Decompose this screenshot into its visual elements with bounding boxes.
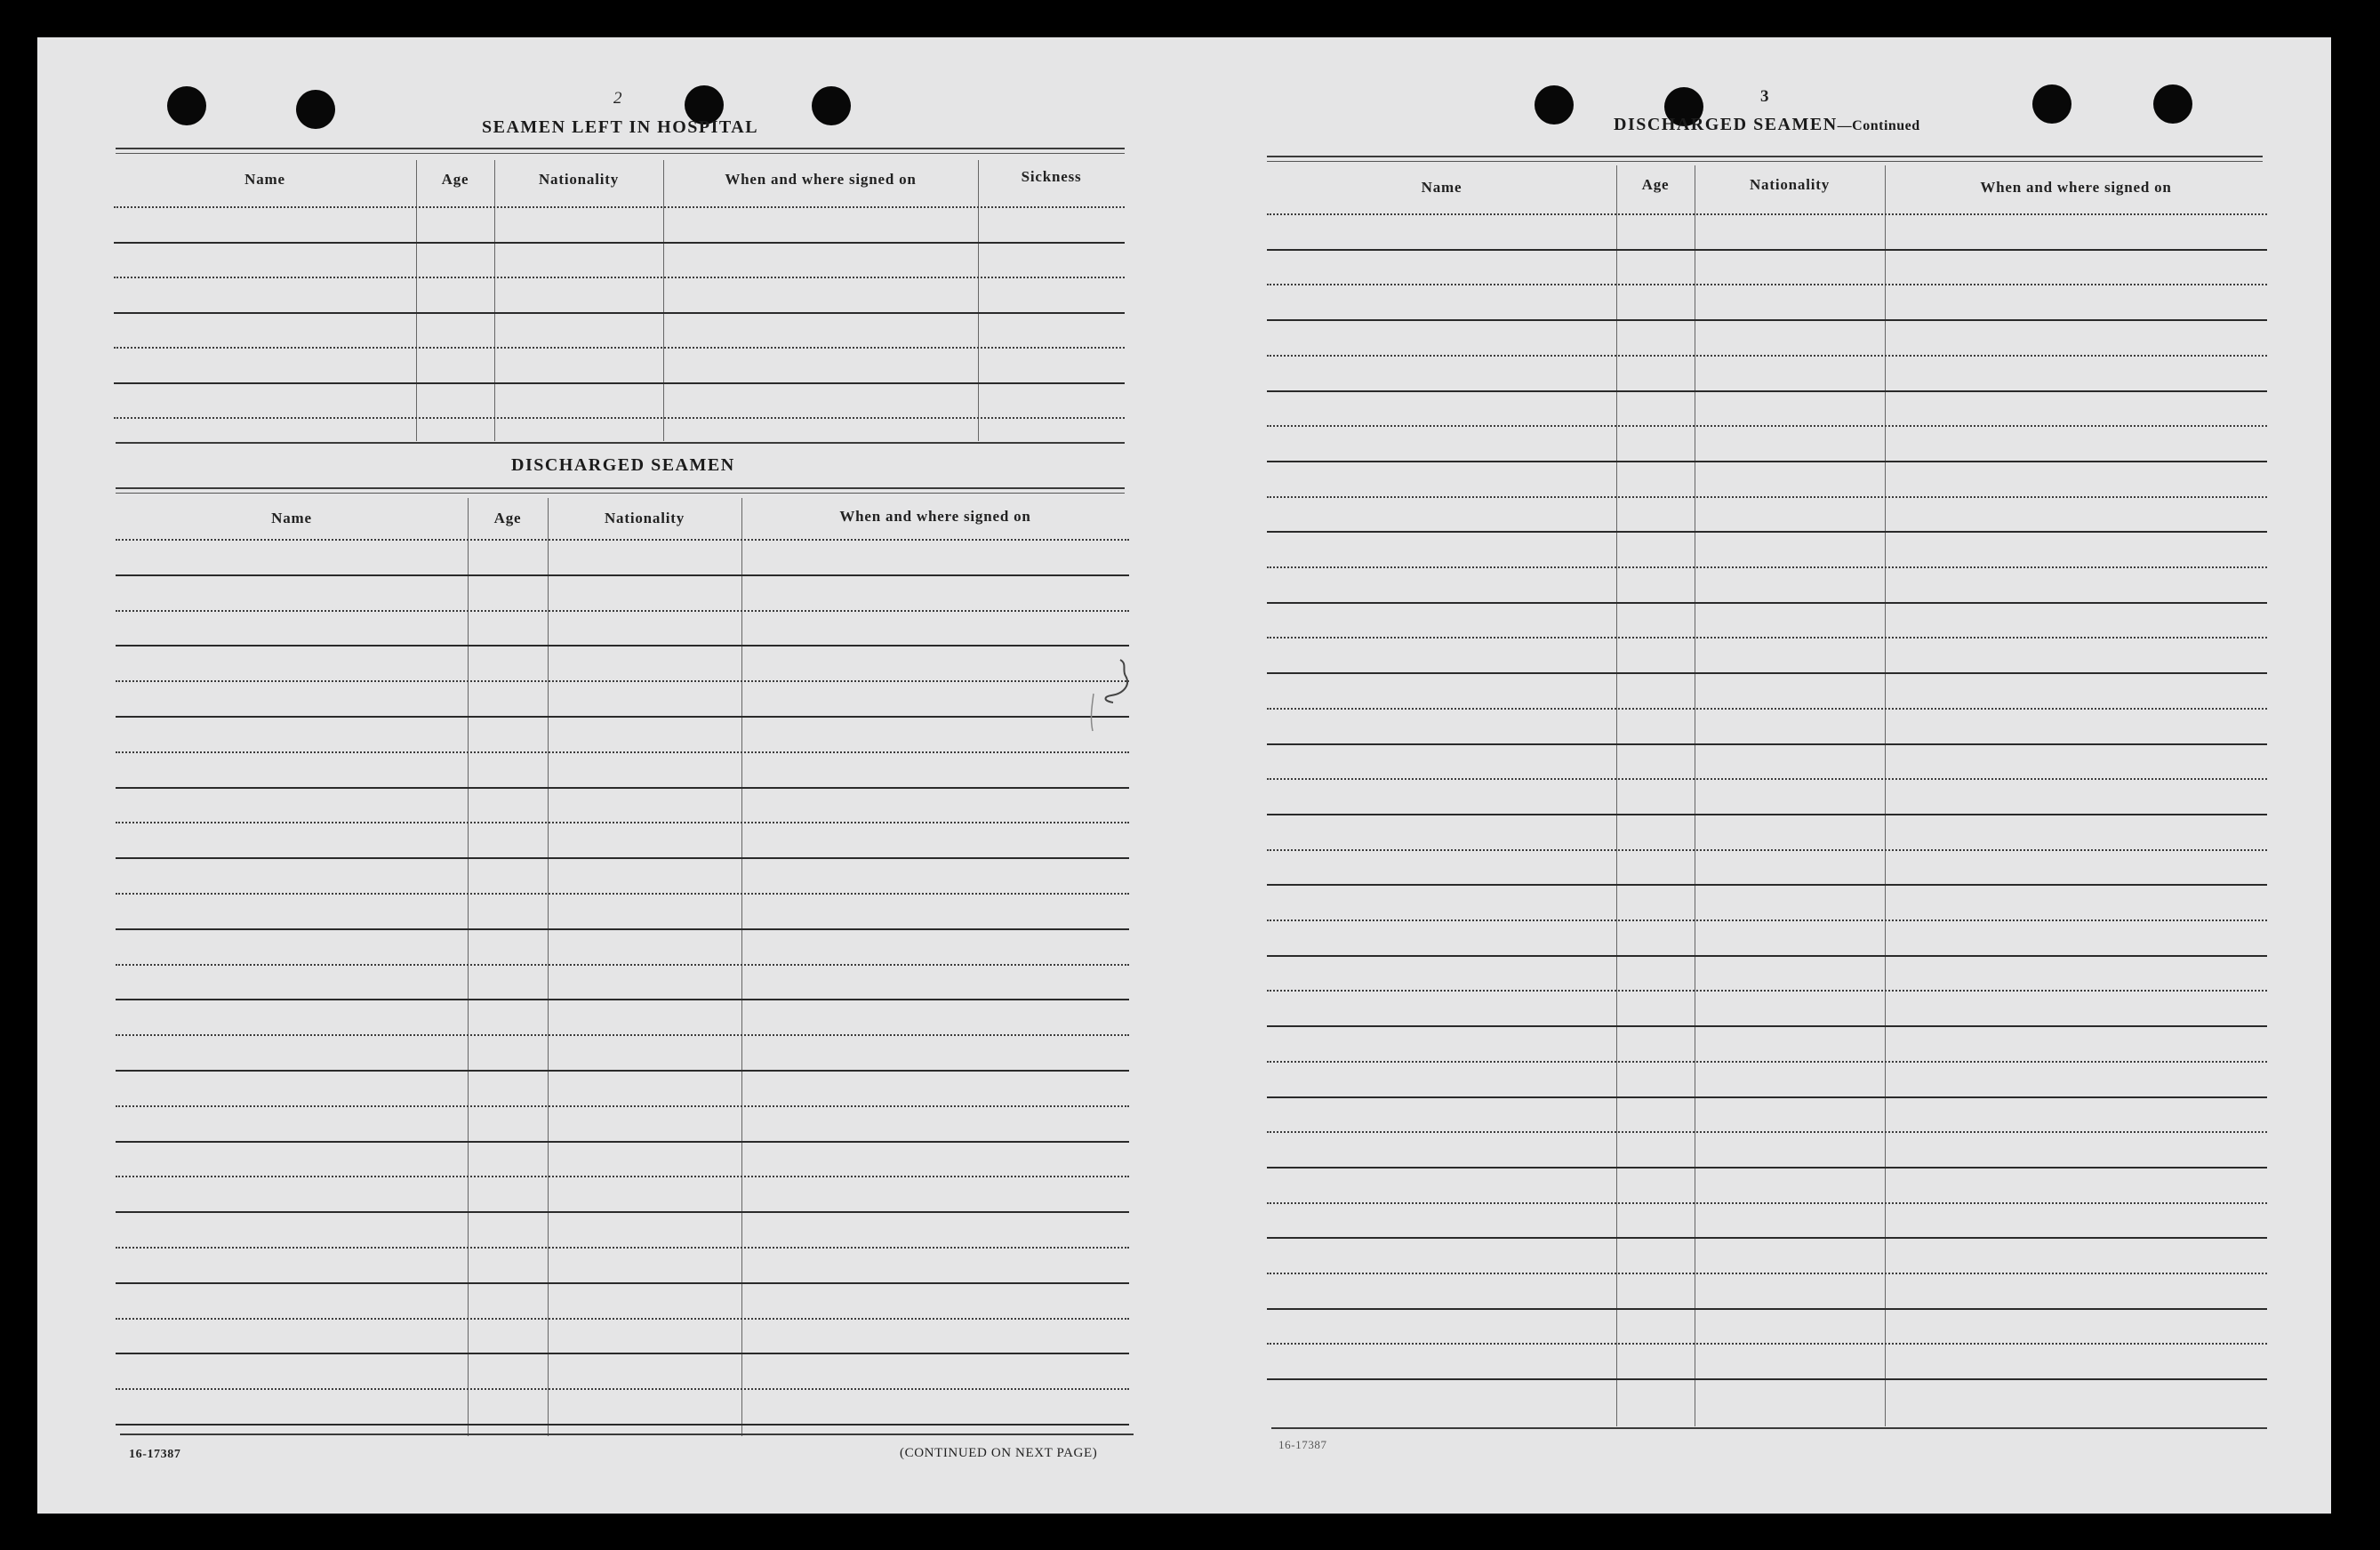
blank-entry-line (1267, 849, 2267, 851)
pencil-mark (1085, 658, 1138, 747)
blank-entry-line (1267, 319, 2267, 321)
title-rule (116, 493, 1125, 494)
blank-entry-line (116, 539, 1129, 541)
blank-entry-line (1267, 990, 2267, 992)
blank-entry-line (1267, 602, 2267, 604)
blank-entry-line (1267, 955, 2267, 957)
column-divider (663, 160, 664, 441)
blank-entry-line (1267, 708, 2267, 710)
continued-note: (CONTINUED ON NEXT PAGE) (900, 1446, 1098, 1460)
blank-entry-line (116, 1211, 1129, 1213)
punch-hole (2032, 84, 2071, 124)
blank-entry-line (1267, 1343, 2267, 1345)
column-header-signed-on: When and where signed on (1980, 179, 2172, 196)
title-rule (1267, 161, 2263, 162)
blank-entry-line (116, 645, 1129, 647)
blank-entry-line (116, 1388, 1129, 1390)
blank-entry-line (116, 1247, 1129, 1249)
blank-entry-line (1267, 743, 2267, 745)
column-header-age: Age (441, 171, 469, 188)
blank-entry-line (116, 1353, 1129, 1354)
blank-entry-line (116, 999, 1129, 1000)
blank-entry-line (1267, 1096, 2267, 1098)
column-header-nationality: Nationality (538, 171, 620, 188)
hospital-section-title: SEAMEN LEFT IN HOSPITAL (482, 117, 759, 137)
column-header-age: Age (1641, 176, 1670, 193)
blank-entry-line (116, 1176, 1129, 1177)
blank-entry-line (116, 1318, 1129, 1320)
blank-entry-line (1267, 213, 2267, 215)
blank-entry-line (1267, 778, 2267, 780)
blank-entry-line (116, 1034, 1129, 1036)
form-number-right: 16-17387 (1278, 1438, 1327, 1451)
blank-entry-line (116, 1105, 1129, 1107)
punch-hole (296, 90, 335, 129)
blank-entry-line (1267, 1025, 2267, 1027)
column-header-age: Age (493, 510, 522, 526)
punch-hole (1535, 85, 1574, 124)
blank-entry-line (116, 893, 1129, 895)
discharged-section-title: DISCHARGED SEAMEN (511, 455, 735, 475)
hospital-table (114, 160, 1125, 443)
column-divider (548, 498, 549, 1436)
blank-entry-line (116, 716, 1129, 718)
title-rule (116, 487, 1125, 489)
page-number-right: 3 (1760, 87, 1769, 106)
blank-entry-line (1267, 1308, 2267, 1310)
blank-entry-line (1267, 1131, 2267, 1133)
blank-entry-line (1267, 1202, 2267, 1204)
bottom-rule (120, 1434, 1134, 1435)
blank-entry-line (116, 574, 1129, 576)
column-header-nationality: Nationality (604, 510, 685, 526)
blank-entry-line (114, 242, 1125, 244)
column-header-signed-on: When and where signed on (725, 171, 917, 188)
blank-entry-line (116, 610, 1129, 612)
blank-entry-line (116, 964, 1129, 966)
discharged-table (116, 498, 1129, 1436)
blank-entry-line (1267, 284, 2267, 285)
blank-entry-line (114, 347, 1125, 349)
column-divider (978, 160, 979, 441)
blank-entry-line (116, 680, 1129, 682)
blank-entry-line (114, 417, 1125, 419)
title-suffix: —Continued (1837, 118, 1920, 133)
blank-entry-line (1267, 531, 2267, 533)
blank-entry-line (1267, 425, 2267, 427)
column-header-name: Name (271, 510, 312, 526)
blank-entry-line (116, 751, 1129, 753)
blank-entry-line (1267, 672, 2267, 674)
column-header-name: Name (244, 171, 285, 188)
blank-entry-line (1267, 637, 2267, 638)
blank-entry-line (114, 277, 1125, 278)
blank-entry-line (1267, 566, 2267, 568)
bottom-rule (1271, 1427, 2267, 1429)
punch-hole (812, 86, 851, 125)
column-header-sickness: Sickness (1021, 168, 1082, 185)
discharged-continued-title (1614, 115, 1920, 135)
blank-entry-line (1267, 1273, 2267, 1274)
blank-entry-line (1267, 249, 2267, 251)
column-divider (468, 498, 469, 1436)
column-header-nationality: Nationality (1749, 176, 1831, 193)
discharged-continued-table (1267, 165, 2267, 1428)
blank-entry-line (116, 1424, 1129, 1426)
column-divider (741, 498, 742, 1436)
blank-entry-line (1267, 390, 2267, 392)
blank-entry-line (116, 787, 1129, 789)
blank-entry-line (116, 857, 1129, 859)
page-number-left: 2 (613, 89, 622, 108)
column-divider (494, 160, 495, 441)
blank-entry-line (1267, 355, 2267, 357)
blank-entry-line (116, 1282, 1129, 1284)
title-text: DISCHARGED SEAMEN (1614, 115, 1838, 134)
blank-entry-line (114, 206, 1125, 208)
title-rule (116, 148, 1125, 149)
punch-hole (167, 86, 206, 125)
blank-entry-line (1267, 1378, 2267, 1380)
form-number-left: 16-17387 (129, 1448, 181, 1461)
column-header-name: Name (1421, 179, 1462, 196)
column-header-signed-on: When and where signed on (839, 508, 1031, 525)
section-rule (116, 442, 1125, 444)
blank-entry-line (116, 822, 1129, 823)
blank-entry-line (116, 928, 1129, 930)
blank-entry-line (1267, 461, 2267, 462)
title-rule (116, 153, 1125, 154)
column-divider (416, 160, 417, 441)
blank-entry-line (1267, 884, 2267, 886)
blank-entry-line (1267, 1167, 2267, 1169)
blank-entry-line (1267, 1237, 2267, 1239)
blank-entry-line (114, 312, 1125, 314)
blank-entry-line (1267, 496, 2267, 498)
title-rule (1267, 156, 2263, 157)
blank-entry-line (1267, 920, 2267, 921)
blank-entry-line (1267, 814, 2267, 815)
blank-entry-line (116, 1070, 1129, 1072)
blank-entry-line (114, 382, 1125, 384)
blank-entry-line (1267, 1061, 2267, 1063)
blank-entry-line (116, 1141, 1129, 1143)
punch-hole (2153, 84, 2192, 124)
